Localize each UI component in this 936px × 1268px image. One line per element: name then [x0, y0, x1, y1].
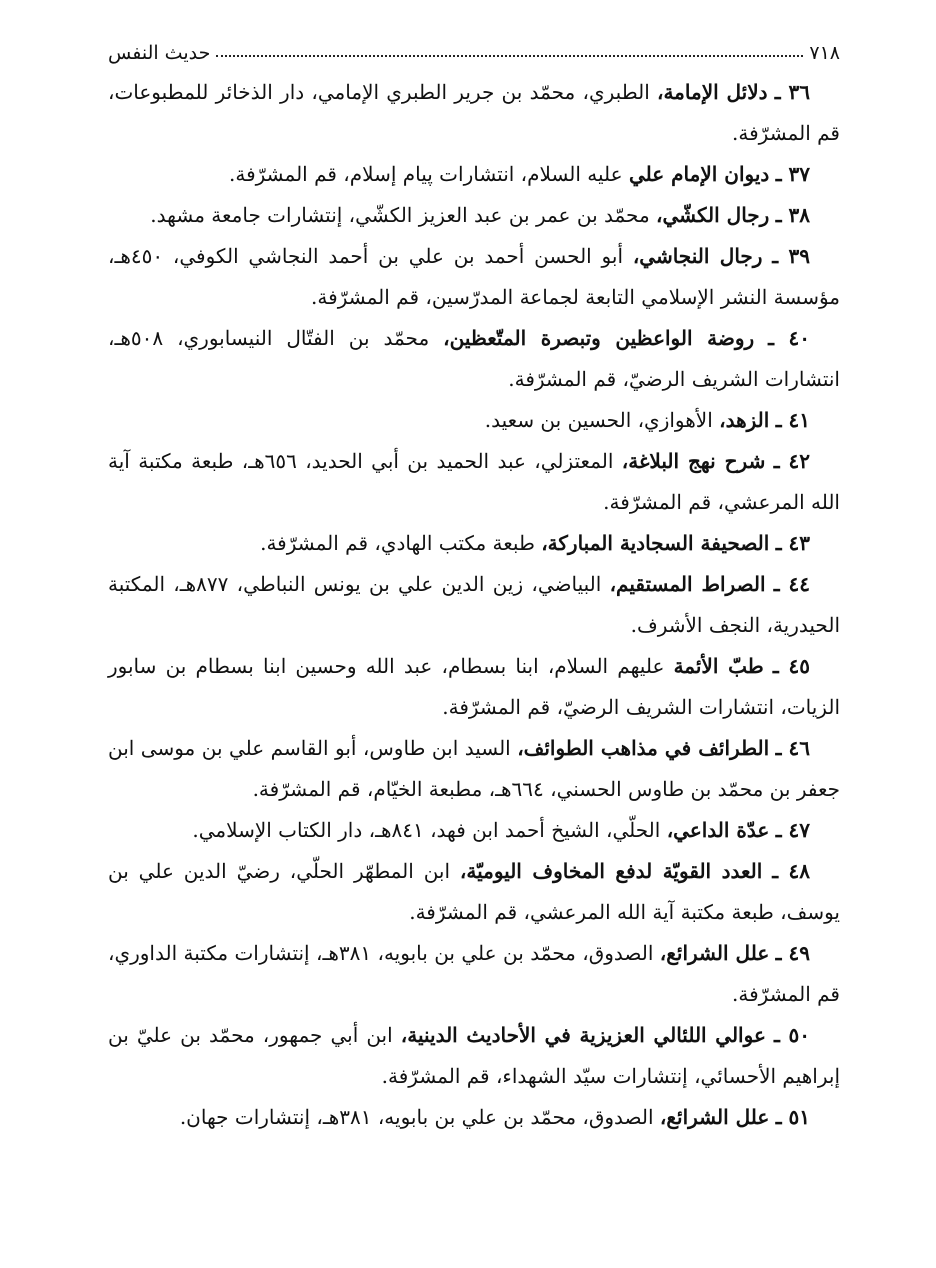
entry-title: روضة الواعظين وتبصرة المتّعظين،	[443, 326, 755, 350]
bibliography-list	[108, 72, 840, 1138]
entry-title: رجال النجاشي،	[632, 244, 763, 268]
bibliography-entry: ٤٣ ـ الصحيفة السجادية المباركة، طبعة مكتب الهادي، قم المشرّفة.	[260, 531, 810, 555]
entry-details: أبو الحسن أحمد بن علي بن أحمد النجاشي الكوفي، ٤٥٠هـ، مؤسسة النشر الإسلامي التابعة لجماعة المدرّسين، قم المشرّفة.	[108, 244, 840, 309]
bibliography-entry: ٣٩ ـ رجال النجاشي، أبو الحسن أحمد بن علي بن أحمد النجاشي الكوفي، ٤٥٠هـ، مؤسسة النشر الإسلامي التابعة لجماعة المدرّسين، قم المشرّفة.	[108, 244, 840, 309]
entry-details: السيد ابن طاوس، أبو القاسم علي بن موسى ابن جعفر بن محمّد بن طاوس الحسني، ٦٦٤هـ، مطبعة الخيّام، قم المشرّفة.	[108, 736, 840, 801]
entry-title: علل الشرائع،	[659, 941, 770, 965]
entry-title: الزهد،	[719, 408, 770, 432]
entry-title: علل الشرائع،	[659, 1105, 770, 1129]
entry-details: ابن أبي جمهور، محمّد بن عليّ بن إبراهيم الأحسائي، إنتشارات سيّد الشهداء، قم المشرّفة.	[108, 1023, 840, 1088]
bibliography-entry: ٣٨ ـ رجال الكشّي، محمّد بن عمر بن عبد العزيز الكشّي، إنتشارات جامعة مشهد.	[150, 203, 810, 227]
entry-title: العدد القويّة لدفع المخاوف اليوميّة،	[459, 859, 763, 883]
entry-details: محمّد بن الفتّال النيسابوري، ٥٠٨هـ، انتشارات الشريف الرضيّ، قم المشرّفة.	[108, 326, 840, 391]
entry-title: دلائل الإمامة،	[657, 80, 768, 104]
entry-title: الطرائف في مذاهب الطوائف،	[517, 736, 770, 760]
entry-title: عدّة الداعي،	[666, 818, 770, 842]
bibliography-entry: ٤٧ ـ عدّة الداعي، الحلّي، الشيخ أحمد ابن فهد، ٨٤١هـ، دار الكتاب الإسلامي.	[192, 818, 810, 842]
entry-details: الحلّي، الشيخ أحمد ابن فهد، ٨٤١هـ، دار الكتاب الإسلامي.	[192, 818, 667, 842]
bibliography-entry: ٤٤ ـ الصراط المستقيم، البياضي، زين الدين علي بن يونس النباطي، ٨٧٧هـ، المكتبة الحيدرية، النجف الأشرف.	[108, 572, 840, 637]
entry-title: رجال الكشّي،	[656, 203, 770, 227]
bibliography-entry: ٤٢ ـ شرح نهج البلاغة، المعتزلي، عبد الحميد بن أبي الحديد، ٦٥٦هـ، طبعة مكتبة آية الله المرعشي، قم المشرّفة.	[108, 449, 840, 514]
bibliography-entry: ٥٠ ـ عوالي اللئالي العزيزية في الأحاديث الدينية، ابن أبي جمهور، محمّد بن عليّ بن إبراهيم الأحسائي، إنتشارات سيّد الشهداء، قم المشرّفة.	[108, 1023, 840, 1088]
entry-details: ابن المطهّر الحلّي، رضيّ الدين علي بن يوسف، طبعة مكتبة آية الله المرعشي، قم المشرّفة.	[108, 859, 840, 924]
bibliography-entry: ٣٦ ـ دلائل الإمامة، الطبري، محمّد بن جرير الطبري الإمامي، دار الذخائر للمطبوعات، قم المشرّفة.	[108, 80, 840, 145]
entry-details: الصدوق، محمّد بن علي بن بابويه، ٣٨١هـ، إنتشارات جهان.	[179, 1105, 660, 1129]
entry-details: الطبري، محمّد بن جرير الطبري الإمامي، دار الذخائر للمطبوعات، قم المشرّفة.	[108, 80, 840, 145]
entry-details: الصدوق، محمّد بن علي بن بابويه، ٣٨١هـ، إنتشارات مكتبة الداوري، قم المشرّفة.	[108, 941, 840, 1006]
book-title: حديث النفس	[108, 42, 211, 64]
entry-details: طبعة مكتب الهادي، قم المشرّفة.	[260, 531, 542, 555]
bibliography-entry: ٤٥ ـ طبّ الأئمة عليهم السلام، ابنا بسطام، عبد الله وحسين ابنا بسطام بن سابور الزيات، انتشارات الشريف الرضيّ، قم المشرّفة.	[108, 654, 840, 719]
bibliography-entry: ٤٩ ـ علل الشرائع، الصدوق، محمّد بن علي بن بابويه، ٣٨١هـ، إنتشارات مكتبة الداوري، قم المشرّفة.	[108, 941, 840, 1006]
entry-title: عوالي اللئالي العزيزية في الأحاديث الدينية،	[400, 1023, 766, 1047]
page-number: ٧١٨	[809, 42, 840, 64]
entry-title: الصحيفة السجادية المباركة،	[541, 531, 770, 555]
bibliography-entry: ٤٨ ـ العدد القويّة لدفع المخاوف اليوميّة، ابن المطهّر الحلّي، رضيّ الدين علي بن يوسف، طبعة مكتبة آية الله المرعشي، قم المشرّفة.	[108, 859, 840, 924]
entry-title: ديوان الإمام علي	[628, 162, 770, 186]
entry-details: المعتزلي، عبد الحميد بن أبي الحديد، ٦٥٦هـ، طبعة مكتبة آية الله المرعشي، قم المشرّفة.	[108, 449, 840, 514]
entry-details: عليهم السلام، ابنا بسطام، عبد الله وحسين ابنا بسطام بن سابور الزيات، انتشارات الشريف الرضيّ، قم المشرّفة.	[108, 654, 840, 719]
entry-title: طبّ الأئمة	[673, 654, 764, 678]
bibliography-entry: ٤٦ ـ الطرائف في مذاهب الطوائف، السيد ابن طاوس، أبو القاسم علي بن موسى ابن جعفر بن محمّد بن طاوس الحسني، ٦٦٤هـ، مطبعة الخيّام، قم المشرّفة.	[108, 736, 840, 801]
running-header	[108, 34, 840, 64]
bibliography-entry: ٤٠ ـ روضة الواعظين وتبصرة المتّعظين، محمّد بن الفتّال النيسابوري، ٥٠٨هـ، انتشارات الشريف الرضيّ، قم المشرّفة.	[108, 326, 840, 391]
entry-details: عليه السلام، انتشارات پيام إسلام، قم المشرّفة.	[228, 162, 623, 186]
entry-details: الأهوازي، الحسين بن سعيد.	[484, 408, 720, 432]
bibliography-entry: ٥١ ـ علل الشرائع، الصدوق، محمّد بن علي بن بابويه، ٣٨١هـ، إنتشارات جهان.	[179, 1105, 810, 1129]
entry-title: الصراط المستقيم،	[609, 572, 766, 596]
entry-details: محمّد بن عمر بن عبد العزيز الكشّي، إنتشارات جامعة مشهد.	[150, 203, 657, 227]
entry-details: البياضي، زين الدين علي بن يونس النباطي، ٨٧٧هـ، المكتبة الحيدرية، النجف الأشرف.	[108, 572, 840, 637]
header-dot-leader	[216, 54, 803, 57]
bibliography-entry: ٣٧ ـ ديوان الإمام علي عليه السلام، انتشارات پيام إسلام، قم المشرّفة.	[228, 162, 810, 186]
bibliography-entry: ٤١ ـ الزهد، الأهوازي، الحسين بن سعيد.	[484, 408, 810, 432]
entry-title: شرح نهج البلاغة،	[621, 449, 766, 473]
